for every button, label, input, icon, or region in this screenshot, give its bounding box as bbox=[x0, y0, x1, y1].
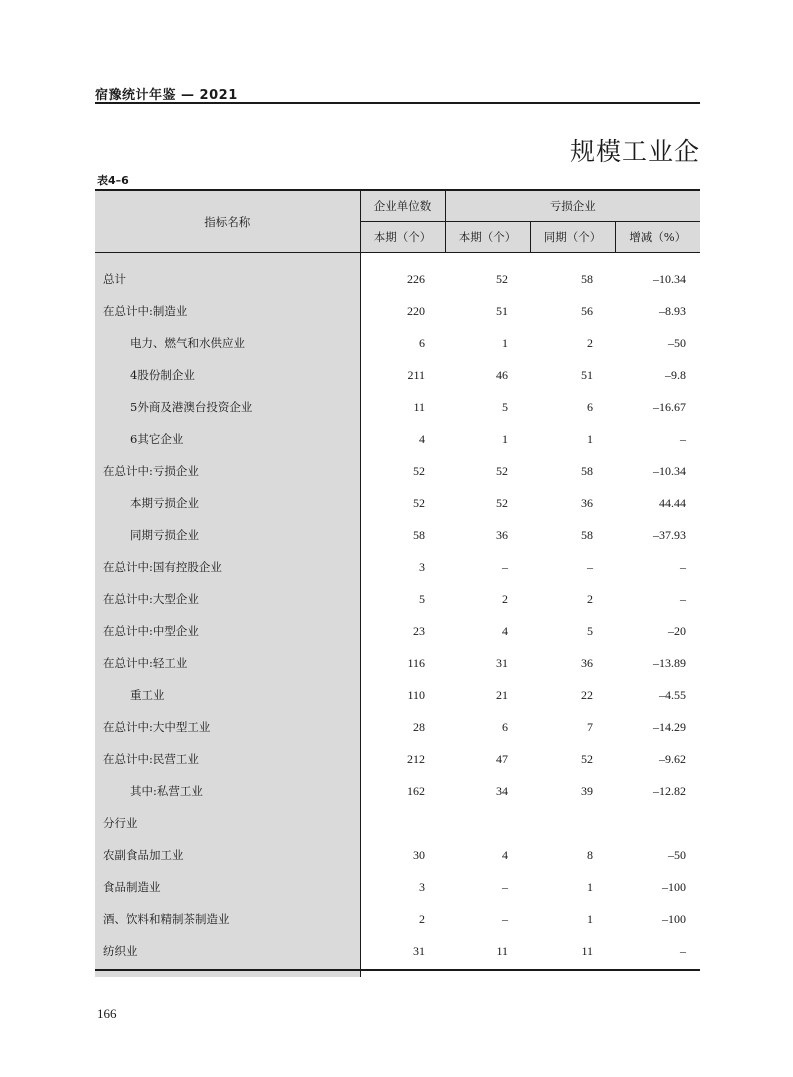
row-name-cell: 5外商及港澳台投资企业 bbox=[95, 391, 360, 423]
loss-current-cell: 31 bbox=[496, 655, 508, 670]
loss-current-cell bbox=[445, 807, 530, 839]
loss-change-cell: – bbox=[680, 591, 686, 606]
row-name-cell: 分行业 bbox=[95, 807, 360, 839]
column-group-loss: 亏损企业 bbox=[445, 190, 700, 222]
table-row bbox=[95, 839, 700, 871]
loss-current-cell: 52 bbox=[496, 271, 508, 286]
loss-change-cell: – bbox=[680, 431, 686, 446]
table-row bbox=[95, 327, 700, 359]
table-row bbox=[95, 423, 700, 455]
units-current-cell: 11 bbox=[413, 399, 425, 414]
loss-current-cell: 52 bbox=[496, 463, 508, 478]
loss-change-cell: –13.89 bbox=[653, 655, 686, 670]
table-row bbox=[95, 295, 700, 327]
loss-change-cell: –16.67 bbox=[653, 399, 686, 414]
table-row bbox=[95, 359, 700, 391]
table-row bbox=[95, 263, 700, 295]
table-row bbox=[95, 647, 700, 679]
column-header-loss-change: 增减（%） bbox=[615, 222, 700, 253]
units-current-cell: 212 bbox=[407, 751, 425, 766]
table-spacer bbox=[95, 253, 700, 264]
loss-current-cell: 51 bbox=[496, 303, 508, 318]
loss-prior-cell: 36 bbox=[581, 655, 593, 670]
loss-change-cell: –4.55 bbox=[659, 687, 686, 702]
table-body bbox=[95, 253, 700, 978]
loss-change-cell: –37.93 bbox=[653, 527, 686, 542]
loss-prior-cell: 11 bbox=[581, 943, 593, 958]
units-current-cell: 31 bbox=[413, 943, 425, 958]
units-current-cell: 3 bbox=[419, 879, 425, 894]
table-header bbox=[95, 190, 700, 253]
loss-current-cell: 2 bbox=[502, 591, 508, 606]
loss-prior-cell: 56 bbox=[581, 303, 593, 318]
loss-current-cell: 1 bbox=[502, 431, 508, 446]
units-current-cell: 116 bbox=[407, 655, 425, 670]
page-number: 166 bbox=[97, 1006, 117, 1021]
row-name-cell: 在总计中:大中型工业 bbox=[95, 711, 360, 743]
loss-prior-cell: 22 bbox=[581, 687, 593, 702]
loss-current-cell: 6 bbox=[502, 719, 508, 734]
row-name-cell: 在总计中:国有控股企业 bbox=[95, 551, 360, 583]
loss-current-cell: 1 bbox=[502, 335, 508, 350]
statistics-table-container bbox=[95, 189, 700, 971]
loss-prior-cell: – bbox=[587, 559, 593, 574]
units-current-cell: 30 bbox=[413, 847, 425, 862]
row-name-cell: 其中:私营工业 bbox=[95, 775, 360, 807]
table-row bbox=[95, 679, 700, 711]
units-current-cell: 23 bbox=[413, 623, 425, 638]
row-name-cell: 在总计中:民营工业 bbox=[95, 743, 360, 775]
loss-change-cell: –12.82 bbox=[653, 783, 686, 798]
row-name-cell: 在总计中:制造业 bbox=[95, 295, 360, 327]
loss-prior-cell: 58 bbox=[581, 527, 593, 542]
loss-change-cell: 44.44 bbox=[659, 495, 686, 510]
loss-prior-cell: 1 bbox=[587, 911, 593, 926]
loss-change-cell: –20 bbox=[668, 623, 686, 638]
loss-change-cell: – bbox=[680, 559, 686, 574]
loss-current-cell: – bbox=[502, 879, 508, 894]
units-current-cell: 211 bbox=[407, 367, 425, 382]
column-header-loss-prior: 同期（个） bbox=[530, 222, 615, 253]
row-name-cell: 在总计中:大型企业 bbox=[95, 583, 360, 615]
units-current-cell: 2 bbox=[419, 911, 425, 926]
units-current-cell: 6 bbox=[419, 335, 425, 350]
column-header-loss-current: 本期（个） bbox=[445, 222, 530, 253]
row-name-cell: 4股份制企业 bbox=[95, 359, 360, 391]
table-row bbox=[95, 711, 700, 743]
table-bottom-rule bbox=[95, 969, 700, 971]
loss-change-cell: –9.8 bbox=[665, 367, 686, 382]
units-current-cell: 4 bbox=[419, 431, 425, 446]
loss-current-cell: 21 bbox=[496, 687, 508, 702]
loss-prior-cell: 2 bbox=[587, 335, 593, 350]
loss-change-cell: –50 bbox=[668, 847, 686, 862]
running-head: 宿豫统计年鉴 — 2021 bbox=[95, 88, 238, 103]
loss-current-cell: 46 bbox=[496, 367, 508, 382]
row-name-cell: 食品制造业 bbox=[95, 871, 360, 903]
loss-change-cell: –50 bbox=[668, 335, 686, 350]
units-current-cell: 58 bbox=[413, 527, 425, 542]
row-name-cell: 重工业 bbox=[95, 679, 360, 711]
header-rule bbox=[95, 102, 700, 104]
loss-prior-cell: 52 bbox=[581, 751, 593, 766]
loss-current-cell: 34 bbox=[496, 783, 508, 798]
loss-prior-cell: 2 bbox=[587, 591, 593, 606]
loss-change-cell bbox=[615, 807, 700, 839]
loss-prior-cell: 5 bbox=[587, 623, 593, 638]
loss-prior-cell: 36 bbox=[581, 495, 593, 510]
row-name-cell: 同期亏损企业 bbox=[95, 519, 360, 551]
column-header-units-current: 本期（个） bbox=[360, 222, 445, 253]
loss-prior-cell: 8 bbox=[587, 847, 593, 862]
loss-prior-cell: 6 bbox=[587, 399, 593, 414]
table-row bbox=[95, 871, 700, 903]
table-row bbox=[95, 743, 700, 775]
loss-change-cell: – bbox=[680, 943, 686, 958]
table-row bbox=[95, 391, 700, 423]
loss-current-cell: 4 bbox=[502, 623, 508, 638]
loss-current-cell: 52 bbox=[496, 495, 508, 510]
table-row bbox=[95, 519, 700, 551]
loss-prior-cell: 1 bbox=[587, 879, 593, 894]
units-current-cell: 220 bbox=[407, 303, 425, 318]
loss-prior-cell: 58 bbox=[581, 271, 593, 286]
table-row bbox=[95, 903, 700, 935]
row-name-cell: 酒、饮料和精制茶制造业 bbox=[95, 903, 360, 935]
loss-change-cell: –100 bbox=[662, 911, 686, 926]
loss-change-cell: –100 bbox=[662, 879, 686, 894]
units-current-cell bbox=[360, 807, 445, 839]
units-current-cell: 52 bbox=[413, 495, 425, 510]
table-row bbox=[95, 551, 700, 583]
loss-prior-cell bbox=[530, 807, 615, 839]
table-id: 表4–6 bbox=[97, 174, 129, 187]
units-current-cell: 5 bbox=[419, 591, 425, 606]
row-name-cell: 在总计中:中型企业 bbox=[95, 615, 360, 647]
loss-change-cell: –10.34 bbox=[653, 463, 686, 478]
loss-current-cell: – bbox=[502, 911, 508, 926]
loss-change-cell: –9.62 bbox=[659, 751, 686, 766]
row-name-cell: 电力、燃气和水供应业 bbox=[95, 327, 360, 359]
units-current-cell: 110 bbox=[407, 687, 425, 702]
table-row bbox=[95, 583, 700, 615]
row-name-cell: 本期亏损企业 bbox=[95, 487, 360, 519]
column-group-units: 企业单位数 bbox=[360, 190, 445, 222]
units-current-cell: 52 bbox=[413, 463, 425, 478]
column-header-index: 指标名称 bbox=[95, 190, 360, 253]
row-name-cell: 农副食品加工业 bbox=[95, 839, 360, 871]
loss-change-cell: –14.29 bbox=[653, 719, 686, 734]
units-current-cell: 226 bbox=[407, 271, 425, 286]
table-row bbox=[95, 807, 700, 839]
statistics-table bbox=[95, 189, 700, 977]
table-row bbox=[95, 487, 700, 519]
section-title: 规模工业企 bbox=[569, 137, 700, 166]
loss-change-cell: –8.93 bbox=[659, 303, 686, 318]
units-current-cell: 162 bbox=[407, 783, 425, 798]
table-row bbox=[95, 615, 700, 647]
loss-prior-cell: 58 bbox=[581, 463, 593, 478]
units-current-cell: 28 bbox=[413, 719, 425, 734]
row-name-cell: 6其它企业 bbox=[95, 423, 360, 455]
row-name-cell: 纺织业 bbox=[95, 935, 360, 967]
units-current-cell: 3 bbox=[419, 559, 425, 574]
row-name-cell: 总计 bbox=[95, 263, 360, 295]
loss-current-cell: – bbox=[502, 559, 508, 574]
loss-current-cell: 47 bbox=[496, 751, 508, 766]
row-name-cell: 在总计中:亏损企业 bbox=[95, 455, 360, 487]
table-row bbox=[95, 775, 700, 807]
loss-prior-cell: 51 bbox=[581, 367, 593, 382]
loss-prior-cell: 7 bbox=[587, 719, 593, 734]
loss-current-cell: 11 bbox=[496, 943, 508, 958]
table-row bbox=[95, 455, 700, 487]
loss-current-cell: 5 bbox=[502, 399, 508, 414]
row-name-cell: 在总计中:轻工业 bbox=[95, 647, 360, 679]
loss-current-cell: 36 bbox=[496, 527, 508, 542]
loss-current-cell: 4 bbox=[502, 847, 508, 862]
loss-prior-cell: 1 bbox=[587, 431, 593, 446]
table-row bbox=[95, 935, 700, 967]
loss-change-cell: –10.34 bbox=[653, 271, 686, 286]
loss-prior-cell: 39 bbox=[581, 783, 593, 798]
